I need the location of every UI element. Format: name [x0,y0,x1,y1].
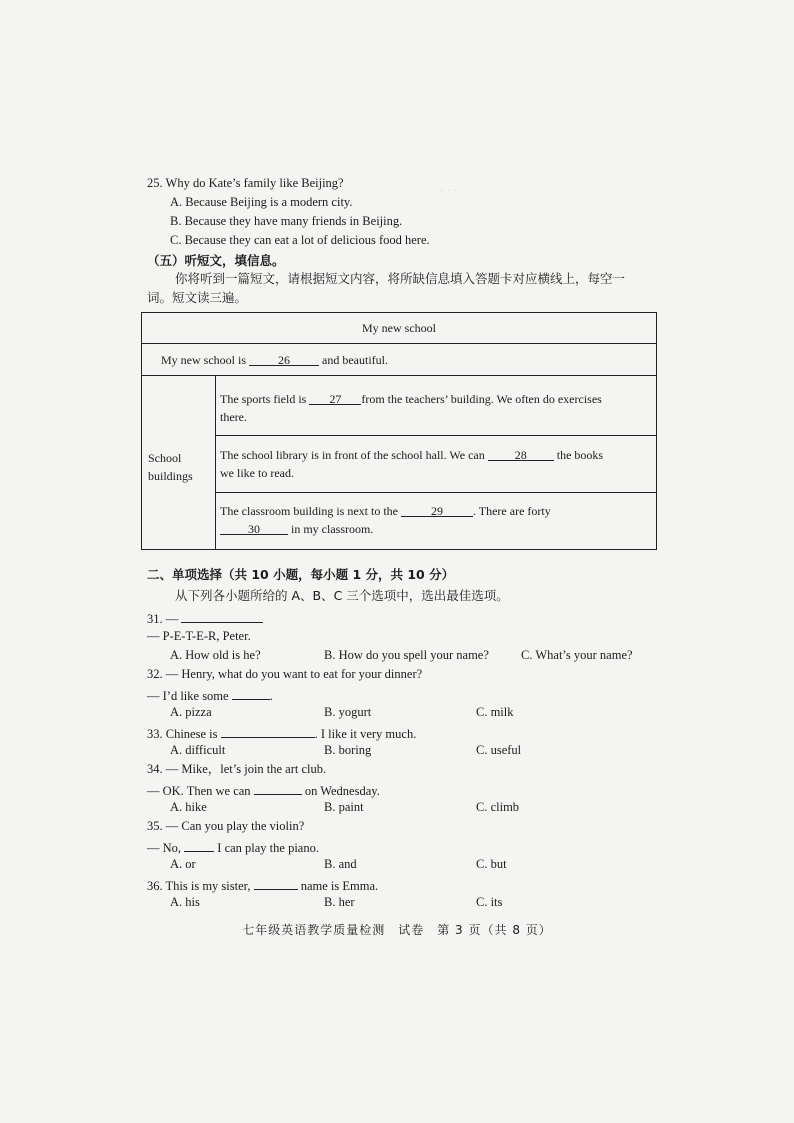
q25-option-c[interactable]: C. Because they can eat a lot of delicious food here. [170,233,430,247]
table-row-1: My new school is 26 and beautiful. [161,353,388,367]
q36-option-b[interactable]: B. her [324,895,355,909]
q34-option-a[interactable]: A. hike [170,800,207,814]
info-table [141,312,657,550]
blank-30[interactable]: 30 [220,520,288,535]
table-row-3: The school library is in front of the school hall. We can 28 the books we like to read. [220,448,604,480]
table-row-4: The classroom building is next to the 29 . There are forty 30 in my classroom. [220,504,551,536]
table-title: My new school [362,321,436,335]
q34-option-b[interactable]: B. paint [324,800,364,814]
show-through-text: · · · [440,184,546,197]
q33-option-a[interactable]: A. difficult [170,743,226,757]
q34-response: — OK. Then we can on Wednesday. [147,780,380,800]
q35-response: — No, I can play the piano. [147,837,319,857]
q25-question: 25. Why do Kate’s family like Beijing? [147,176,344,190]
q36-option-c[interactable]: C. its [476,895,503,909]
section2-title: 二、单项选择（共 10 小题，每小题 1 分，共 10 分） [147,567,455,582]
q35-option-a[interactable]: A. or [170,857,196,871]
q31-option-a[interactable]: A. How old is he? [170,648,261,662]
table-side-label: School buildings [148,451,193,483]
q25-option-a[interactable]: A. Because Beijing is a modern city. [170,195,353,209]
section5-instructions-line2: 词。短文读三遍。 [147,290,248,305]
q35-option-c[interactable]: C. but [476,857,507,871]
q35-option-b[interactable]: B. and [324,857,357,871]
q36-option-a[interactable]: A. his [170,895,200,909]
q33-blank[interactable] [221,723,315,738]
blank-29[interactable]: 29 [401,502,473,517]
q32-prompt: 32. — Henry, what do you want to eat for your dinner? [147,667,423,681]
q35-prompt: 35. — Can you play the violin? [147,819,305,833]
q33-option-b[interactable]: B. boring [324,743,372,757]
q36-blank[interactable] [254,875,298,890]
section5-instructions-line1: 你将听到一篇短文，请根据短文内容，将所缺信息填入答题卡对应横线上，每空一 [175,271,626,286]
q32-option-a[interactable]: A. pizza [170,705,212,719]
q35-blank[interactable] [184,837,214,852]
blank-27[interactable]: 27 [309,390,361,405]
q31-prompt: 31. — [147,608,263,628]
q32-response: — I’d like some . [147,685,273,705]
blank-28[interactable]: 28 [488,446,554,461]
q36-prompt: 36. This is my sister, name is Emma. [147,875,378,895]
q34-option-c[interactable]: C. climb [476,800,520,814]
table-row-2: The sports field is 27 from the teachers’ building. We often do exercises there. [220,392,602,424]
q31-blank[interactable] [181,608,263,623]
page-footer: 七年级英语教学质量检测 试卷 第 3 页（共 8 页） [242,923,552,937]
q33-option-c[interactable]: C. useful [476,743,522,757]
q34-blank[interactable] [254,780,302,795]
q31-response: — P-E-T-E-R, Peter. [147,629,251,643]
q25-option-b[interactable]: B. Because they have many friends in Beijing. [170,214,403,228]
q32-option-c[interactable]: C. milk [476,705,514,719]
q33-prompt: 33. Chinese is . I like it very much. [147,723,416,743]
q31-option-b[interactable]: B. How do you spell your name? [324,648,489,662]
blank-26[interactable]: 26 [249,351,319,366]
q31-option-c[interactable]: C. What’s your name? [521,648,633,662]
section2-instructions: 从下列各小题所给的 A、B、C 三个选项中，选出最佳选项。 [175,588,509,603]
q34-prompt: 34. — Mike，let’s join the art club. [147,762,327,776]
q32-blank[interactable] [232,685,270,700]
section5-title: （五）听短文，填信息。 [147,253,285,268]
q32-option-b[interactable]: B. yogurt [324,705,372,719]
